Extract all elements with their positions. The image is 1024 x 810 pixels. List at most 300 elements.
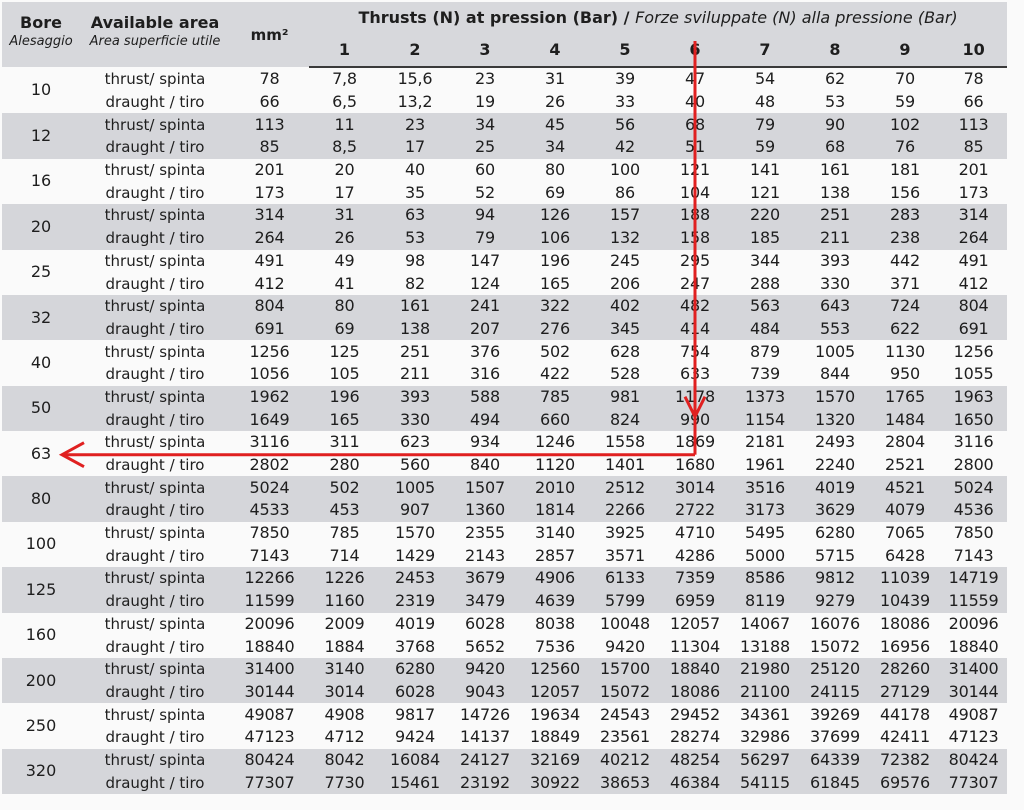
- area-cell: 691: [230, 318, 309, 341]
- force-cell: 124: [450, 272, 520, 295]
- table-row: [2, 67, 1007, 91]
- pressure-header-4: 4: [520, 33, 590, 67]
- force-cell: 7536: [520, 635, 590, 658]
- thrust-label: thrust/ spinta: [80, 340, 230, 363]
- force-cell: 2181: [730, 431, 800, 454]
- force-cell: 6280: [800, 522, 870, 545]
- area-cell: 85: [230, 136, 309, 159]
- force-cell: 3140: [520, 522, 590, 545]
- force-cell: 211: [800, 227, 870, 250]
- thrust-label: thrust/ spinta: [80, 295, 230, 318]
- force-cell: 1884: [309, 635, 380, 658]
- force-cell: 453: [309, 499, 380, 522]
- force-cell: 138: [800, 181, 870, 204]
- force-cell: 105: [309, 363, 380, 386]
- thrust-label: thrust/ spinta: [80, 703, 230, 726]
- force-cell: 11559: [940, 590, 1007, 613]
- bore-header-it: Alesaggio: [9, 34, 73, 49]
- bore-cell: 100: [2, 522, 80, 567]
- force-cell: 68: [660, 113, 730, 136]
- force-cell: 1963: [940, 386, 1007, 409]
- pressure-header-2: 2: [380, 33, 450, 67]
- force-cell: 41: [309, 272, 380, 295]
- thrusts-header: [309, 2, 1007, 33]
- force-cell: 29452: [660, 703, 730, 726]
- thrust-label: thrust/ spinta: [80, 67, 230, 91]
- force-cell: 69576: [870, 771, 940, 794]
- force-cell: 7,8: [309, 67, 380, 91]
- force-cell: 371: [870, 272, 940, 295]
- force-cell: 23561: [590, 726, 660, 749]
- force-cell: 8119: [730, 590, 800, 613]
- force-cell: 126: [520, 204, 590, 227]
- force-cell: 1256: [940, 340, 1007, 363]
- force-cell: 79: [450, 227, 520, 250]
- force-cell: 51: [660, 136, 730, 159]
- force-cell: 18840: [660, 658, 730, 681]
- force-cell: 9812: [800, 567, 870, 590]
- area-cell: 11599: [230, 590, 309, 613]
- force-cell: 4019: [380, 613, 450, 636]
- force-cell: 1765: [870, 386, 940, 409]
- thrust-label: thrust/ spinta: [80, 613, 230, 636]
- force-cell: 25: [450, 136, 520, 159]
- force-cell: 48254: [660, 749, 730, 772]
- force-cell: 5799: [590, 590, 660, 613]
- force-cell: 66: [940, 91, 1007, 114]
- force-cell: 622: [870, 318, 940, 341]
- force-cell: 61845: [800, 771, 870, 794]
- force-cell: 2240: [800, 454, 870, 477]
- force-cell: 3014: [309, 681, 380, 704]
- force-cell: 238: [870, 227, 940, 250]
- bore-cell: 50: [2, 386, 80, 431]
- force-cell: 10439: [870, 590, 940, 613]
- force-cell: 824: [590, 408, 660, 431]
- table-row: [2, 499, 1007, 522]
- force-cell: 14726: [450, 703, 520, 726]
- force-cell: 45: [520, 113, 590, 136]
- force-cell: 31: [520, 67, 590, 91]
- force-cell: 11: [309, 113, 380, 136]
- force-cell: 3479: [450, 590, 520, 613]
- force-cell: 165: [309, 408, 380, 431]
- force-cell: 79: [730, 113, 800, 136]
- bore-header: [2, 2, 80, 67]
- area-header-it: Area superficie utile: [89, 34, 221, 49]
- draught-label: draught / tiro: [80, 544, 230, 567]
- area-cell: 491: [230, 250, 309, 273]
- draught-label: draught / tiro: [80, 771, 230, 794]
- force-cell: 59: [870, 91, 940, 114]
- force-cell: 2453: [380, 567, 450, 590]
- force-cell: 879: [730, 340, 800, 363]
- thrust-label: thrust/ spinta: [80, 113, 230, 136]
- force-cell: 188: [660, 204, 730, 227]
- force-cell: 138: [380, 318, 450, 341]
- force-cell: 1429: [380, 544, 450, 567]
- force-cell: 2512: [590, 476, 660, 499]
- force-cell: 173: [940, 181, 1007, 204]
- pressure-header-5: 5: [590, 33, 660, 67]
- table-row: [2, 431, 1007, 454]
- force-cell: 39: [590, 67, 660, 91]
- force-cell: 90: [800, 113, 870, 136]
- force-cell: 5652: [450, 635, 520, 658]
- force-cell: 31400: [940, 658, 1007, 681]
- bore-cell: 80: [2, 476, 80, 521]
- force-cell: 141: [730, 159, 800, 182]
- table-row: [2, 658, 1007, 681]
- force-cell: 9043: [450, 681, 520, 704]
- force-cell: 86: [590, 181, 660, 204]
- area-cell: 1056: [230, 363, 309, 386]
- force-cell: 1650: [940, 408, 1007, 431]
- force-cell: 950: [870, 363, 940, 386]
- force-cell: 724: [870, 295, 940, 318]
- force-cell: 414: [660, 318, 730, 341]
- force-cell: 6428: [870, 544, 940, 567]
- force-cell: 2857: [520, 544, 590, 567]
- force-cell: 37699: [800, 726, 870, 749]
- force-cell: 13188: [730, 635, 800, 658]
- table-body: [2, 67, 1007, 794]
- table-row: [2, 613, 1007, 636]
- force-cell: 56297: [730, 749, 800, 772]
- force-cell: 283: [870, 204, 940, 227]
- bore-cell: 250: [2, 703, 80, 748]
- force-cell: 4536: [940, 499, 1007, 522]
- table-row: [2, 771, 1007, 794]
- draught-label: draught / tiro: [80, 227, 230, 250]
- force-cell: 69: [520, 181, 590, 204]
- force-cell: 42411: [870, 726, 940, 749]
- area-cell: 264: [230, 227, 309, 250]
- area-cell: 113: [230, 113, 309, 136]
- force-cell: 4908: [309, 703, 380, 726]
- table-row: [2, 681, 1007, 704]
- force-cell: 70: [870, 67, 940, 91]
- mm-header: mm²: [230, 2, 309, 67]
- table-row: [2, 181, 1007, 204]
- force-cell: 60: [450, 159, 520, 182]
- force-cell: 39269: [800, 703, 870, 726]
- force-cell: 78: [940, 67, 1007, 91]
- area-cell: 173: [230, 181, 309, 204]
- force-cell: 345: [590, 318, 660, 341]
- force-cell: 7065: [870, 522, 940, 545]
- force-cell: 54: [730, 67, 800, 91]
- force-cell: 563: [730, 295, 800, 318]
- table-row: [2, 726, 1007, 749]
- pressure-header-1: 1: [309, 33, 380, 67]
- draught-label: draught / tiro: [80, 318, 230, 341]
- force-cell: 502: [520, 340, 590, 363]
- force-cell: 181: [870, 159, 940, 182]
- draught-label: draught / tiro: [80, 499, 230, 522]
- force-cell: 100: [590, 159, 660, 182]
- force-cell: 393: [380, 386, 450, 409]
- force-cell: 1484: [870, 408, 940, 431]
- draught-label: draught / tiro: [80, 726, 230, 749]
- force-cell: 3116: [940, 431, 1007, 454]
- force-cell: 553: [800, 318, 870, 341]
- table-row: [2, 272, 1007, 295]
- force-cell: 47123: [940, 726, 1007, 749]
- force-cell: 4019: [800, 476, 870, 499]
- force-cell: 1360: [450, 499, 520, 522]
- force-cell: 196: [520, 250, 590, 273]
- force-cell: 560: [380, 454, 450, 477]
- force-cell: 196: [309, 386, 380, 409]
- force-cell: 4286: [660, 544, 730, 567]
- thrust-label: thrust/ spinta: [80, 658, 230, 681]
- force-cell: 26: [520, 91, 590, 114]
- area-cell: 31400: [230, 658, 309, 681]
- force-cell: 98: [380, 250, 450, 273]
- force-cell: 38653: [590, 771, 660, 794]
- draught-label: draught / tiro: [80, 363, 230, 386]
- bore-cell: 40: [2, 340, 80, 385]
- force-cell: 1558: [590, 431, 660, 454]
- force-cell: 52: [450, 181, 520, 204]
- force-cell: 12560: [520, 658, 590, 681]
- force-cell: 934: [450, 431, 520, 454]
- force-cell: 3140: [309, 658, 380, 681]
- area-cell: 412: [230, 272, 309, 295]
- pressure-header-6: 6: [660, 33, 730, 67]
- bore-cell: 160: [2, 613, 80, 658]
- force-cell: 26: [309, 227, 380, 250]
- force-cell: 32169: [520, 749, 590, 772]
- force-cell: 11039: [870, 567, 940, 590]
- thrust-label: thrust/ spinta: [80, 204, 230, 227]
- force-cell: 1226: [309, 567, 380, 590]
- force-cell: 7850: [940, 522, 1007, 545]
- thrust-label: thrust/ spinta: [80, 476, 230, 499]
- draught-label: draught / tiro: [80, 590, 230, 613]
- force-cell: 207: [450, 318, 520, 341]
- force-cell: 59: [730, 136, 800, 159]
- force-cell: 4906: [520, 567, 590, 590]
- force-cell: 981: [590, 386, 660, 409]
- force-cell: 206: [590, 272, 660, 295]
- force-cell: 20096: [940, 613, 1007, 636]
- force-cell: 1869: [660, 431, 730, 454]
- force-cell: 6,5: [309, 91, 380, 114]
- force-cell: 3768: [380, 635, 450, 658]
- table-row: [2, 227, 1007, 250]
- force-cell: 18086: [870, 613, 940, 636]
- table-header: [2, 2, 1007, 67]
- area-cell: 47123: [230, 726, 309, 749]
- force-cell: 62: [800, 67, 870, 91]
- table-row: [2, 363, 1007, 386]
- table-row: [2, 590, 1007, 613]
- force-cell: 32986: [730, 726, 800, 749]
- force-cell: 3629: [800, 499, 870, 522]
- force-cell: 7359: [660, 567, 730, 590]
- bore-cell: 63: [2, 431, 80, 476]
- bore-cell: 12: [2, 113, 80, 158]
- force-cell: 161: [380, 295, 450, 318]
- force-cell: 44178: [870, 703, 940, 726]
- force-cell: 24115: [800, 681, 870, 704]
- force-cell: 85: [940, 136, 1007, 159]
- force-cell: 220: [730, 204, 800, 227]
- force-cell: 2722: [660, 499, 730, 522]
- force-cell: 15700: [590, 658, 660, 681]
- area-cell: 80424: [230, 749, 309, 772]
- force-cell: 412: [940, 272, 1007, 295]
- force-cell: 785: [520, 386, 590, 409]
- table-row: [2, 567, 1007, 590]
- draught-label: draught / tiro: [80, 181, 230, 204]
- force-cell: 1680: [660, 454, 730, 477]
- draught-label: draught / tiro: [80, 272, 230, 295]
- table-row: [2, 159, 1007, 182]
- force-cell: 295: [660, 250, 730, 273]
- table-row: [2, 635, 1007, 658]
- area-cell: 66: [230, 91, 309, 114]
- force-cell: 9420: [590, 635, 660, 658]
- force-cell: 20: [309, 159, 380, 182]
- pressure-header-7: 7: [730, 33, 800, 67]
- force-cell: 185: [730, 227, 800, 250]
- force-cell: 40212: [590, 749, 660, 772]
- force-cell: 54115: [730, 771, 800, 794]
- force-cell: 15,6: [380, 67, 450, 91]
- force-cell: 3925: [590, 522, 660, 545]
- force-cell: 80: [309, 295, 380, 318]
- force-cell: 3173: [730, 499, 800, 522]
- force-cell: 40: [660, 91, 730, 114]
- thrusts-header-it: Forze sviluppate (N) alla pressione (Bar): [635, 8, 958, 27]
- force-cell: 691: [940, 318, 1007, 341]
- force-cell: 1570: [380, 522, 450, 545]
- force-cell: 68: [800, 136, 870, 159]
- force-cell: 28260: [870, 658, 940, 681]
- draught-label: draught / tiro: [80, 635, 230, 658]
- force-cell: 80: [520, 159, 590, 182]
- force-cell: 2010: [520, 476, 590, 499]
- table-row: [2, 544, 1007, 567]
- force-cell: 35: [380, 181, 450, 204]
- thrust-label: thrust/ spinta: [80, 431, 230, 454]
- force-cell: 9420: [450, 658, 520, 681]
- force-cell: 82: [380, 272, 450, 295]
- force-cell: 1178: [660, 386, 730, 409]
- force-cell: 6028: [450, 613, 520, 636]
- force-cell: 14137: [450, 726, 520, 749]
- force-cell: 1055: [940, 363, 1007, 386]
- force-cell: 588: [450, 386, 520, 409]
- force-cell: 9817: [380, 703, 450, 726]
- force-cell: 12057: [520, 681, 590, 704]
- thrust-label: thrust/ spinta: [80, 250, 230, 273]
- force-cell: 502: [309, 476, 380, 499]
- force-cell: 165: [520, 272, 590, 295]
- draught-label: draught / tiro: [80, 681, 230, 704]
- force-cell: 247: [660, 272, 730, 295]
- thrust-label: thrust/ spinta: [80, 522, 230, 545]
- pressure-header-10: 10: [940, 33, 1007, 67]
- area-cell: 3116: [230, 431, 309, 454]
- force-cell: 10048: [590, 613, 660, 636]
- force-cell: 1814: [520, 499, 590, 522]
- force-cell: 14719: [940, 567, 1007, 590]
- force-cell: 280: [309, 454, 380, 477]
- bore-cell: 20: [2, 204, 80, 249]
- force-cell: 23: [380, 113, 450, 136]
- force-cell: 8,5: [309, 136, 380, 159]
- force-cell: 311: [309, 431, 380, 454]
- bore-header-en: Bore: [20, 13, 62, 32]
- force-cell: 9279: [800, 590, 870, 613]
- force-cell: 2493: [800, 431, 870, 454]
- force-cell: 8042: [309, 749, 380, 772]
- force-cell: 804: [940, 295, 1007, 318]
- force-cell: 102: [870, 113, 940, 136]
- area-header: [80, 2, 230, 67]
- thrusts-header-en: Thrusts (N) at pression (Bar): [358, 8, 619, 27]
- force-cell: 907: [380, 499, 450, 522]
- force-cell: 28274: [660, 726, 730, 749]
- area-cell: 18840: [230, 635, 309, 658]
- bore-cell: 25: [2, 250, 80, 295]
- force-cell: 393: [800, 250, 870, 273]
- area-cell: 804: [230, 295, 309, 318]
- force-cell: 491: [940, 250, 1007, 273]
- force-cell: 19634: [520, 703, 590, 726]
- force-cell: 1120: [520, 454, 590, 477]
- force-cell: 330: [380, 408, 450, 431]
- force-cell: 47: [660, 67, 730, 91]
- force-cell: 714: [309, 544, 380, 567]
- force-cell: 18840: [940, 635, 1007, 658]
- force-cell: 1246: [520, 431, 590, 454]
- table-row: [2, 522, 1007, 545]
- force-cell: 264: [940, 227, 1007, 250]
- area-cell: 78: [230, 67, 309, 91]
- area-cell: 49087: [230, 703, 309, 726]
- force-cell: 161: [800, 159, 870, 182]
- area-cell: 30144: [230, 681, 309, 704]
- force-cell: 276: [520, 318, 590, 341]
- force-cell: 42: [590, 136, 660, 159]
- force-cell: 49: [309, 250, 380, 273]
- force-cell: 132: [590, 227, 660, 250]
- area-cell: 1256: [230, 340, 309, 363]
- draught-label: draught / tiro: [80, 136, 230, 159]
- force-cell: 1507: [450, 476, 520, 499]
- force-cell: 13,2: [380, 91, 450, 114]
- force-cell: 53: [380, 227, 450, 250]
- force-cell: 17: [309, 181, 380, 204]
- force-cell: 4712: [309, 726, 380, 749]
- force-cell: 5024: [940, 476, 1007, 499]
- force-cell: 34: [520, 136, 590, 159]
- table-row: [2, 408, 1007, 431]
- force-cell: 30922: [520, 771, 590, 794]
- force-cell: 46384: [660, 771, 730, 794]
- force-cell: 64339: [800, 749, 870, 772]
- force-cell: 11304: [660, 635, 730, 658]
- area-cell: 201: [230, 159, 309, 182]
- force-cell: 94: [450, 204, 520, 227]
- force-cell: 56: [590, 113, 660, 136]
- bore-cell: 125: [2, 567, 80, 612]
